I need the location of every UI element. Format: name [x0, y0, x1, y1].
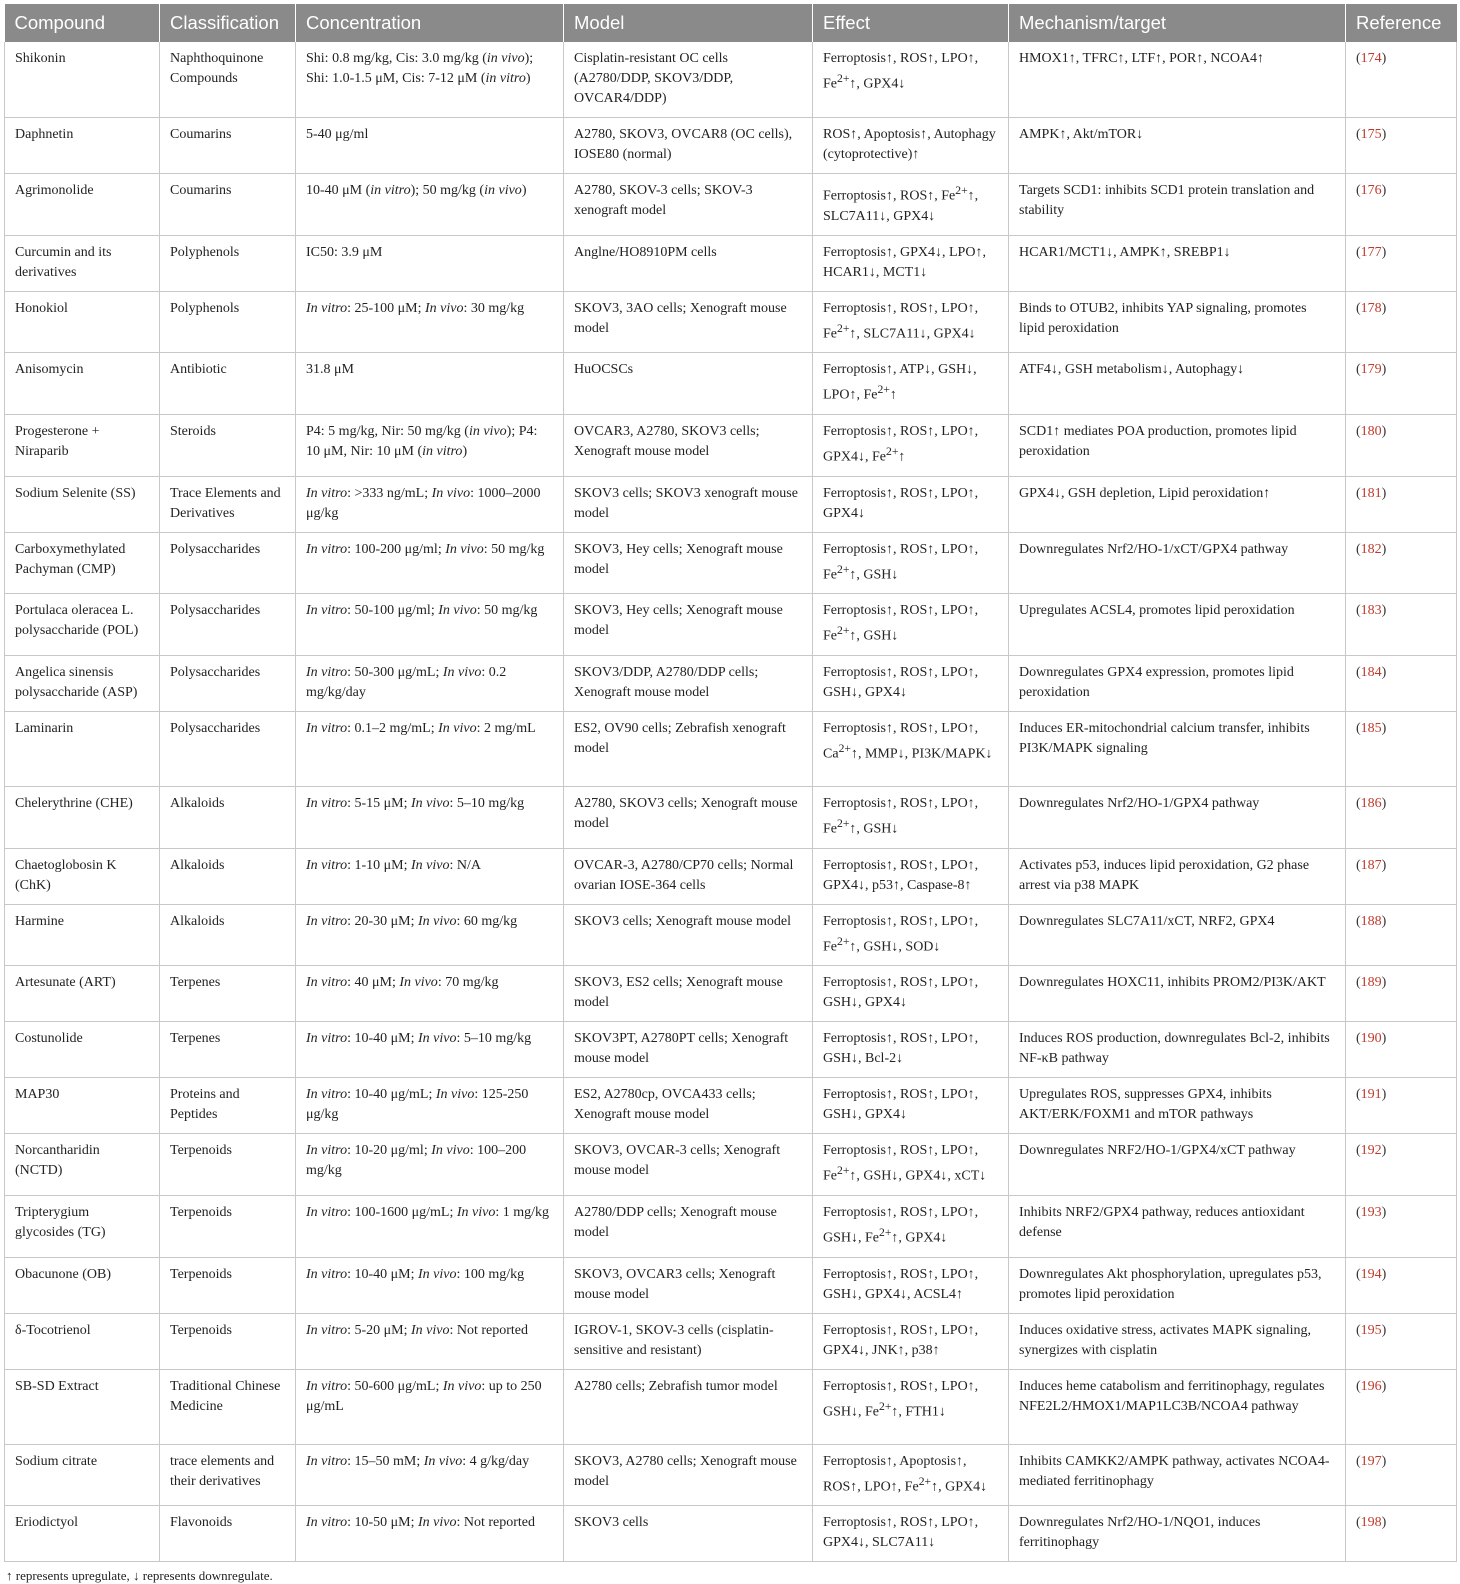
table-row: [5, 174, 1457, 236]
cell-concentration: In vitro: 5-15 μM; In vivo: 5–10 mg/kg: [296, 786, 564, 848]
reference-link[interactable]: 197: [1360, 1453, 1382, 1469]
cell-model: SKOV3 cells; Xenograft mouse model: [564, 904, 813, 966]
cell-model: Cisplatin-resistant OC cells (A2780/DDP, SKOV3/DDP, OVCAR4/DDP): [564, 42, 813, 118]
cell-compound: MAP30: [5, 1078, 160, 1134]
table-row: [5, 655, 1457, 711]
cell-mechanism: Downregulates Nrf2/HO-1/GPX4 pathway: [1009, 786, 1346, 848]
cell-mechanism: Downregulates HOXC11, inhibits PROM2/PI3K/AKT: [1009, 966, 1346, 1022]
cell-reference: (192): [1346, 1134, 1457, 1196]
cell-effect: Ferroptosis↑, ROS↑, LPO↑, $Fe^{2+}↑$, GSH↓: [813, 594, 1009, 656]
cell-effect: Ferroptosis↑, ROS↑, LPO↑, $Ca^{2+}↑$, MMP↓, PI3K/MAPK↓: [813, 711, 1009, 786]
cell-mechanism: GPX4↓, GSH depletion, Lipid peroxidation↑: [1009, 476, 1346, 532]
cell-classification: Terpenoids: [160, 1134, 296, 1196]
cell-compound: Harmine: [5, 904, 160, 966]
cell-classification: Naphthoquinone Compounds: [160, 42, 296, 118]
cell-effect: Ferroptosis↑, ROS↑, LPO↑, GSH↓, GPX4↓: [813, 655, 1009, 711]
compound-table: [4, 4, 1457, 1562]
cell-compound: Sodium citrate: [5, 1444, 160, 1506]
cell-reference: (195): [1346, 1313, 1457, 1369]
cell-classification: Polyphenols: [160, 235, 296, 291]
table-row: [5, 118, 1457, 174]
cell-reference: (188): [1346, 904, 1457, 966]
table-row: [5, 966, 1457, 1022]
cell-compound: Progesterone + Niraparib: [5, 414, 160, 476]
header-reference: Reference: [1346, 4, 1457, 42]
cell-effect: Ferroptosis↑, ROS↑, LPO↑, GSH↓, GPX4↓: [813, 966, 1009, 1022]
cell-concentration: IC50: 3.9 μM: [296, 235, 564, 291]
cell-compound: Obacunone (OB): [5, 1257, 160, 1313]
cell-reference: (179): [1346, 353, 1457, 415]
cell-model: OVCAR3, A2780, SKOV3 cells; Xenograft mouse model: [564, 414, 813, 476]
reference-link[interactable]: 188: [1360, 913, 1382, 929]
cell-concentration: 10-40 μM (in vitro); 50 mg/kg (in vivo): [296, 174, 564, 236]
cell-concentration: In vitro: 15–50 mM; In vivo: 4 g/kg/day: [296, 1444, 564, 1506]
cell-reference: (177): [1346, 235, 1457, 291]
cell-effect: Ferroptosis↑, ROS↑, LPO↑, GPX4↓: [813, 476, 1009, 532]
cell-effect: Ferroptosis↑, Apoptosis↑, ROS↑, LPO↑, $Fe^{2+}↑$, GPX4↓: [813, 1444, 1009, 1506]
table-row: [5, 1195, 1457, 1257]
cell-reference: (183): [1346, 594, 1457, 656]
cell-reference: (175): [1346, 118, 1457, 174]
cell-compound: Eriodictyol: [5, 1506, 160, 1562]
cell-effect: Ferroptosis↑, ROS↑, $Fe^{2+}↑$, SLC7A11↓, GPX4↓: [813, 174, 1009, 236]
cell-compound: Anisomycin: [5, 353, 160, 415]
cell-model: SKOV3, Hey cells; Xenograft mouse model: [564, 532, 813, 594]
cell-concentration: In vitro: 50-300 μg/mL; In vivo: 0.2 mg/kg/day: [296, 655, 564, 711]
reference-link[interactable]: 174: [1360, 51, 1382, 66]
cell-classification: Flavonoids: [160, 1506, 296, 1562]
cell-reference: (182): [1346, 532, 1457, 594]
header-row: [5, 4, 1457, 42]
cell-effect: Ferroptosis↑, GPX4↓, LPO↑, HCAR1↓, MCT1↓: [813, 235, 1009, 291]
cell-mechanism: Induces heme catabolism and ferritinophagy, regulates NFE2L2/HMOX1/MAP1LC3B/NCOA4 pathway: [1009, 1369, 1346, 1444]
table-row: [5, 353, 1457, 415]
cell-concentration: 5-40 μg/ml: [296, 118, 564, 174]
reference-link[interactable]: 189: [1360, 975, 1382, 991]
cell-mechanism: Downregulates SLC7A11/xCT, NRF2, GPX4: [1009, 904, 1346, 966]
cell-reference: (194): [1346, 1257, 1457, 1313]
cell-concentration: In vitro: 10-40 μM; In vivo: 5–10 mg/kg: [296, 1022, 564, 1078]
reference-link[interactable]: 191: [1360, 1087, 1382, 1103]
cell-concentration: In vitro: 5-20 μM; In vivo: Not reported: [296, 1313, 564, 1369]
reference-link[interactable]: 176: [1360, 183, 1382, 198]
cell-model: SKOV3/DDP, A2780/DDP cells; Xenograft mouse model: [564, 655, 813, 711]
header-compound: Compound: [5, 4, 160, 42]
cell-concentration: Shi: 0.8 mg/kg, Cis: 3.0 mg/kg (in vivo); Shi: 1.0-1.5 μM, Cis: 7-12 μM (in vitro): [296, 42, 564, 118]
reference-link[interactable]: 190: [1360, 1031, 1382, 1047]
cell-effect: Ferroptosis↑, ROS↑, LPO↑, GSH↓, $Fe^{2+}↑$, GPX4↓: [813, 1195, 1009, 1257]
reference-link[interactable]: 179: [1360, 362, 1382, 378]
cell-model: A2780, SKOV3, OVCAR8 (OC cells), IOSE80 (normal): [564, 118, 813, 174]
cell-compound: Artesunate (ART): [5, 966, 160, 1022]
cell-compound: Daphnetin: [5, 118, 160, 174]
cell-concentration: In vitro: 10-50 μM; In vivo: Not reported: [296, 1506, 564, 1562]
reference-link[interactable]: 194: [1360, 1266, 1382, 1282]
cell-reference: (193): [1346, 1195, 1457, 1257]
table-row: [5, 1444, 1457, 1506]
cell-mechanism: Targets SCD1: inhibits SCD1 protein translation and stability: [1009, 174, 1346, 236]
table-container: [4, 4, 1456, 1584]
cell-concentration: In vitro: 10-20 μg/ml; In vivo: 100–200 mg/kg: [296, 1134, 564, 1196]
table-row: [5, 476, 1457, 532]
cell-model: A2780, SKOV-3 cells; SKOV-3 xenograft model: [564, 174, 813, 236]
cell-concentration: In vitro: 50-600 μg/mL; In vivo: up to 250 μg/mL: [296, 1369, 564, 1444]
cell-classification: Terpenes: [160, 1022, 296, 1078]
cell-classification: Trace Elements and Derivatives: [160, 476, 296, 532]
header-concentration: Concentration: [296, 4, 564, 42]
cell-mechanism: Downregulates GPX4 expression, promotes lipid peroxidation: [1009, 655, 1346, 711]
cell-concentration: In vitro: 25-100 μM; In vivo: 30 mg/kg: [296, 291, 564, 353]
cell-compound: Chaetoglobosin K (ChK): [5, 848, 160, 904]
cell-effect: Ferroptosis↑, ROS↑, LPO↑, $Fe^{2+}↑$, SLC7A11↓, GPX4↓: [813, 291, 1009, 353]
cell-effect: Ferroptosis↑, ROS↑, LPO↑, $Fe^{2+}↑$, GPX4↓: [813, 42, 1009, 118]
reference-link[interactable]: 184: [1360, 664, 1382, 680]
reference-link[interactable]: 175: [1360, 127, 1382, 142]
table-row: [5, 848, 1457, 904]
cell-compound: Tripterygium glycosides (TG): [5, 1195, 160, 1257]
cell-compound: δ-Tocotrienol: [5, 1313, 160, 1369]
cell-classification: Polysaccharides: [160, 655, 296, 711]
cell-classification: Terpenoids: [160, 1257, 296, 1313]
cell-classification: Coumarins: [160, 174, 296, 236]
cell-mechanism: Downregulates Nrf2/HO-1/NQO1, induces ferritinophagy: [1009, 1506, 1346, 1562]
cell-model: IGROV-1, SKOV-3 cells (cisplatin-sensitive and resistant): [564, 1313, 813, 1369]
table-row: [5, 594, 1457, 656]
cell-effect: Ferroptosis↑, ROS↑, LPO↑, GSH↓, $Fe^{2+}↑$, FTH1↓: [813, 1369, 1009, 1444]
cell-model: SKOV3, 3AO cells; Xenograft mouse model: [564, 291, 813, 353]
reference-link[interactable]: 192: [1360, 1143, 1382, 1159]
cell-concentration: 31.8 μM: [296, 353, 564, 415]
reference-link[interactable]: 186: [1360, 795, 1382, 811]
cell-compound: Agrimonolide: [5, 174, 160, 236]
reference-link[interactable]: 198: [1360, 1515, 1382, 1531]
cell-mechanism: Activates p53, induces lipid peroxidation, G2 phase arrest via p38 MAPK: [1009, 848, 1346, 904]
table-row: [5, 1134, 1457, 1196]
table-row: [5, 786, 1457, 848]
cell-model: SKOV3, A2780 cells; Xenograft mouse model: [564, 1444, 813, 1506]
cell-mechanism: Downregulates NRF2/HO-1/GPX4/xCT pathway: [1009, 1134, 1346, 1196]
cell-model: SKOV3, OVCAR-3 cells; Xenograft mouse model: [564, 1134, 813, 1196]
table-row: [5, 42, 1457, 118]
table-body: [5, 42, 1457, 1562]
cell-classification: Terpenes: [160, 966, 296, 1022]
table-row: [5, 1257, 1457, 1313]
cell-model: SKOV3PT, A2780PT cells; Xenograft mouse model: [564, 1022, 813, 1078]
cell-reference: (180): [1346, 414, 1457, 476]
table-row: [5, 414, 1457, 476]
cell-model: SKOV3, ES2 cells; Xenograft mouse model: [564, 966, 813, 1022]
cell-concentration: In vitro: 40 μM; In vivo: 70 mg/kg: [296, 966, 564, 1022]
cell-concentration: In vitro: 20-30 μM; In vivo: 60 mg/kg: [296, 904, 564, 966]
reference-link[interactable]: 193: [1360, 1204, 1382, 1220]
table-row: [5, 1313, 1457, 1369]
cell-mechanism: Upregulates ROS, suppresses GPX4, inhibits AKT/ERK/FOXM1 and mTOR pathways: [1009, 1078, 1346, 1134]
cell-model: ES2, A2780cp, OVCA433 cells; Xenograft mouse model: [564, 1078, 813, 1134]
cell-reference: (186): [1346, 786, 1457, 848]
cell-model: SKOV3, OVCAR3 cells; Xenograft mouse model: [564, 1257, 813, 1313]
cell-compound: Carboxymethylated Pachyman (CMP): [5, 532, 160, 594]
cell-mechanism: Upregulates ACSL4, promotes lipid peroxidation: [1009, 594, 1346, 656]
cell-classification: Alkaloids: [160, 904, 296, 966]
cell-compound: Norcantharidin (NCTD): [5, 1134, 160, 1196]
cell-effect: Ferroptosis↑, ROS↑, LPO↑, GPX4↓, JNK↑, p38↑: [813, 1313, 1009, 1369]
cell-compound: Shikonin: [5, 42, 160, 118]
cell-model: SKOV3 cells: [564, 1506, 813, 1562]
cell-concentration: In vitro: 100-1600 μg/mL; In vivo: 1 mg/kg: [296, 1195, 564, 1257]
cell-reference: (181): [1346, 476, 1457, 532]
cell-mechanism: Induces oxidative stress, activates MAPK signaling, synergizes with cisplatin: [1009, 1313, 1346, 1369]
cell-reference: (191): [1346, 1078, 1457, 1134]
cell-compound: SB-SD Extract: [5, 1369, 160, 1444]
cell-reference: (190): [1346, 1022, 1457, 1078]
cell-classification: Steroids: [160, 414, 296, 476]
cell-mechanism: Downregulates Nrf2/HO-1/xCT/GPX4 pathway: [1009, 532, 1346, 594]
cell-mechanism: HMOX1↑, TFRC↑, LTF↑, POR↑, NCOA4↑: [1009, 42, 1346, 118]
reference-link[interactable]: 187: [1360, 857, 1382, 873]
reference-link[interactable]: 183: [1360, 603, 1382, 619]
header-classification: Classification: [160, 4, 296, 42]
cell-mechanism: Induces ROS production, downregulates Bcl-2, inhibits NF-κB pathway: [1009, 1022, 1346, 1078]
table-row: [5, 711, 1457, 786]
cell-effect: Ferroptosis↑, ROS↑, LPO↑, $Fe^{2+}↑$, GSH↓, GPX4↓, xCT↓: [813, 1134, 1009, 1196]
cell-classification: Alkaloids: [160, 786, 296, 848]
header-mechanism: Mechanism/target: [1009, 4, 1346, 42]
cell-concentration: P4: 5 mg/kg, Nir: 50 mg/kg (in vivo); P4: 10 μM, Nir: 10 μM (in vitro): [296, 414, 564, 476]
cell-compound: Portulaca oleracea L. polysaccharide (POL): [5, 594, 160, 656]
cell-concentration: In vitro: 10-40 μg/mL; In vivo: 125-250 μg/kg: [296, 1078, 564, 1134]
reference-link[interactable]: 177: [1360, 244, 1382, 260]
cell-concentration: In vitro: 100-200 μg/ml; In vivo: 50 mg/kg: [296, 532, 564, 594]
table-row: [5, 1506, 1457, 1562]
cell-classification: Polysaccharides: [160, 594, 296, 656]
cell-reference: (198): [1346, 1506, 1457, 1562]
cell-compound: Honokiol: [5, 291, 160, 353]
cell-classification: Antibiotic: [160, 353, 296, 415]
cell-reference: (185): [1346, 711, 1457, 786]
cell-effect: ROS↑, Apoptosis↑, Autophagy (cytoprotective)↑: [813, 118, 1009, 174]
cell-compound: Costunolide: [5, 1022, 160, 1078]
reference-link[interactable]: 181: [1360, 485, 1382, 501]
reference-link[interactable]: 178: [1360, 300, 1382, 316]
cell-concentration: In vitro: 50-100 μg/ml; In vivo: 50 mg/kg: [296, 594, 564, 656]
cell-compound: Laminarin: [5, 711, 160, 786]
cell-classification: Polysaccharides: [160, 711, 296, 786]
cell-effect: Ferroptosis↑, ROS↑, LPO↑, GSH↓, GPX4↓: [813, 1078, 1009, 1134]
cell-mechanism: Inhibits CAMKK2/AMPK pathway, activates NCOA4-mediated ferritinophagy: [1009, 1444, 1346, 1506]
cell-concentration: In vitro: 0.1–2 mg/mL; In vivo: 2 mg/mL: [296, 711, 564, 786]
cell-effect: Ferroptosis↑, ROS↑, LPO↑, GSH↓, Bcl-2↓: [813, 1022, 1009, 1078]
cell-classification: Coumarins: [160, 118, 296, 174]
cell-classification: Terpenoids: [160, 1313, 296, 1369]
cell-model: OVCAR-3, A2780/CP70 cells; Normal ovarian IOSE-364 cells: [564, 848, 813, 904]
header-model: Model: [564, 4, 813, 42]
cell-mechanism: Induces ER-mitochondrial calcium transfer, inhibits PI3K/MAPK signaling: [1009, 711, 1346, 786]
cell-effect: Ferroptosis↑, ROS↑, LPO↑, $Fe^{2+}↑$, GSH↓, SOD↓: [813, 904, 1009, 966]
cell-classification: Traditional Chinese Medicine: [160, 1369, 296, 1444]
cell-reference: (176): [1346, 174, 1457, 236]
cell-concentration: In vitro: >333 ng/mL; In vivo: 1000–2000 μg/kg: [296, 476, 564, 532]
cell-effect: Ferroptosis↑, ROS↑, LPO↑, GPX4↓, SLC7A11↓: [813, 1506, 1009, 1562]
cell-compound: Sodium Selenite (SS): [5, 476, 160, 532]
cell-effect: Ferroptosis↑, ROS↑, LPO↑, GPX4↓, p53↑, Caspase-8↑: [813, 848, 1009, 904]
footnote: ↑ represents upregulate, ↓ represents downregulate.: [6, 1568, 273, 1584]
reference-link[interactable]: 182: [1360, 541, 1382, 557]
cell-concentration: In vitro: 10-40 μM; In vivo: 100 mg/kg: [296, 1257, 564, 1313]
cell-effect: Ferroptosis↑, ROS↑, LPO↑, GPX4↓, $Fe^{2+}↑$: [813, 414, 1009, 476]
cell-reference: (187): [1346, 848, 1457, 904]
cell-effect: Ferroptosis↑, ROS↑, LPO↑, $Fe^{2+}↑$, GSH↓: [813, 786, 1009, 848]
cell-reference: (184): [1346, 655, 1457, 711]
cell-reference: (196): [1346, 1369, 1457, 1444]
cell-reference: (178): [1346, 291, 1457, 353]
cell-model: A2780 cells; Zebrafish tumor model: [564, 1369, 813, 1444]
reference-link[interactable]: 180: [1360, 423, 1382, 439]
cell-mechanism: AMPK↑, Akt/mTOR↓: [1009, 118, 1346, 174]
cell-classification: Alkaloids: [160, 848, 296, 904]
header-effect: Effect: [813, 4, 1009, 42]
table-row: [5, 532, 1457, 594]
cell-model: SKOV3 cells; SKOV3 xenograft mouse model: [564, 476, 813, 532]
reference-link[interactable]: 196: [1360, 1378, 1382, 1394]
cell-mechanism: Downregulates Akt phosphorylation, upregulates p53, promotes lipid peroxidation: [1009, 1257, 1346, 1313]
cell-reference: (189): [1346, 966, 1457, 1022]
cell-mechanism: Binds to OTUB2, inhibits YAP signaling, promotes lipid peroxidation: [1009, 291, 1346, 353]
cell-model: A2780, SKOV3 cells; Xenograft mouse model: [564, 786, 813, 848]
table-row: [5, 1369, 1457, 1444]
cell-reference: (197): [1346, 1444, 1457, 1506]
cell-mechanism: HCAR1/MCT1↓, AMPK↑, SREBP1↓: [1009, 235, 1346, 291]
cell-compound: Curcumin and its derivatives: [5, 235, 160, 291]
cell-effect: Ferroptosis↑, ROS↑, LPO↑, GSH↓, GPX4↓, ACSL4↑: [813, 1257, 1009, 1313]
cell-classification: Proteins and Peptides: [160, 1078, 296, 1134]
cell-concentration: In vitro: 1-10 μM; In vivo: N/A: [296, 848, 564, 904]
cell-classification: Polyphenols: [160, 291, 296, 353]
cell-compound: Chelerythrine (CHE): [5, 786, 160, 848]
table-row: [5, 291, 1457, 353]
cell-classification: trace elements and their derivatives: [160, 1444, 296, 1506]
cell-effect: Ferroptosis↑, ATP↓, GSH↓, LPO↑, $Fe^{2+}↑$: [813, 353, 1009, 415]
cell-classification: Terpenoids: [160, 1195, 296, 1257]
reference-link[interactable]: 195: [1360, 1322, 1382, 1338]
table-row: [5, 1022, 1457, 1078]
table-row: [5, 904, 1457, 966]
reference-link[interactable]: 185: [1360, 720, 1382, 736]
cell-mechanism: Inhibits NRF2/GPX4 pathway, reduces antioxidant defense: [1009, 1195, 1346, 1257]
table-row: [5, 1078, 1457, 1134]
cell-model: ES2, OV90 cells; Zebrafish xenograft model: [564, 711, 813, 786]
cell-compound: Angelica sinensis polysaccharide (ASP): [5, 655, 160, 711]
table-row: [5, 235, 1457, 291]
cell-reference: (174): [1346, 42, 1457, 118]
cell-model: HuOCSCs: [564, 353, 813, 415]
cell-mechanism: ATF4↓, GSH metabolism↓, Autophagy↓: [1009, 353, 1346, 415]
cell-classification: Polysaccharides: [160, 532, 296, 594]
cell-model: Anglne/HO8910PM cells: [564, 235, 813, 291]
cell-model: SKOV3, Hey cells; Xenograft mouse model: [564, 594, 813, 656]
cell-mechanism: SCD1↑ mediates POA production, promotes lipid peroxidation: [1009, 414, 1346, 476]
cell-effect: Ferroptosis↑, ROS↑, LPO↑, $Fe^{2+}↑$, GSH↓: [813, 532, 1009, 594]
cell-model: A2780/DDP cells; Xenograft mouse model: [564, 1195, 813, 1257]
